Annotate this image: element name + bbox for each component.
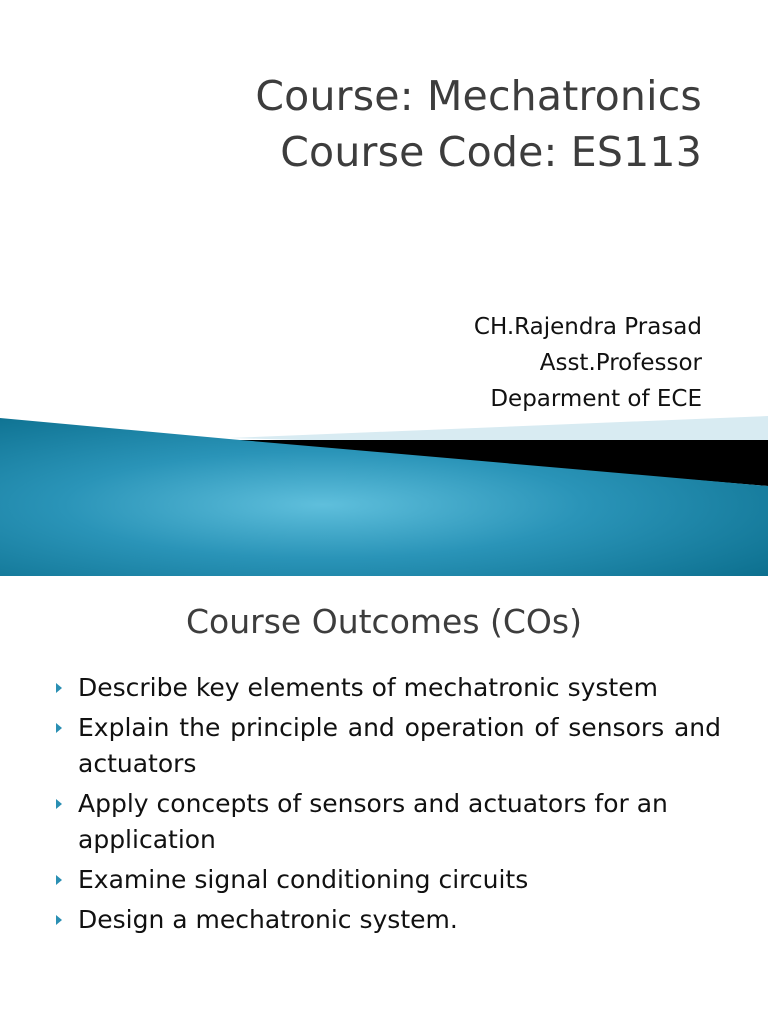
outcomes-heading: Course Outcomes (COs) — [186, 602, 582, 641]
triangle-bullet-icon — [56, 683, 62, 693]
author-position: Asst.Professor — [539, 350, 702, 376]
list-item — [56, 786, 721, 858]
outcome-text: Describe key elements of mechatronic system — [78, 673, 658, 702]
outcome-text: Design a mechatronic system. — [78, 905, 458, 934]
triangle-bullet-icon — [56, 799, 62, 809]
decorative-wave-band — [0, 410, 768, 576]
list-item — [56, 670, 721, 706]
slide-title — [255, 68, 702, 180]
outcome-text: Examine signal conditioning circuits — [78, 865, 529, 894]
triangle-bullet-icon — [56, 915, 62, 925]
list-item — [56, 862, 721, 898]
list-item — [56, 710, 721, 782]
author-info — [474, 309, 702, 417]
list-item — [56, 902, 721, 938]
author-name: CH.Rajendra Prasad — [473, 314, 702, 340]
outcome-text: Apply concepts of sensors and actuators for an application — [78, 789, 668, 854]
triangle-bullet-icon — [56, 875, 62, 885]
triangle-bullet-icon — [56, 723, 62, 733]
outcomes-list — [56, 670, 721, 942]
author-department: Deparment of ECE — [490, 386, 702, 412]
course-code: Course Code: ES113 — [280, 128, 702, 176]
outcomes-slide — [0, 576, 768, 1024]
outcome-text: Explain the principle and operation of sensors and actuators — [78, 713, 721, 778]
course-name: Course: Mechatronics — [255, 72, 702, 120]
